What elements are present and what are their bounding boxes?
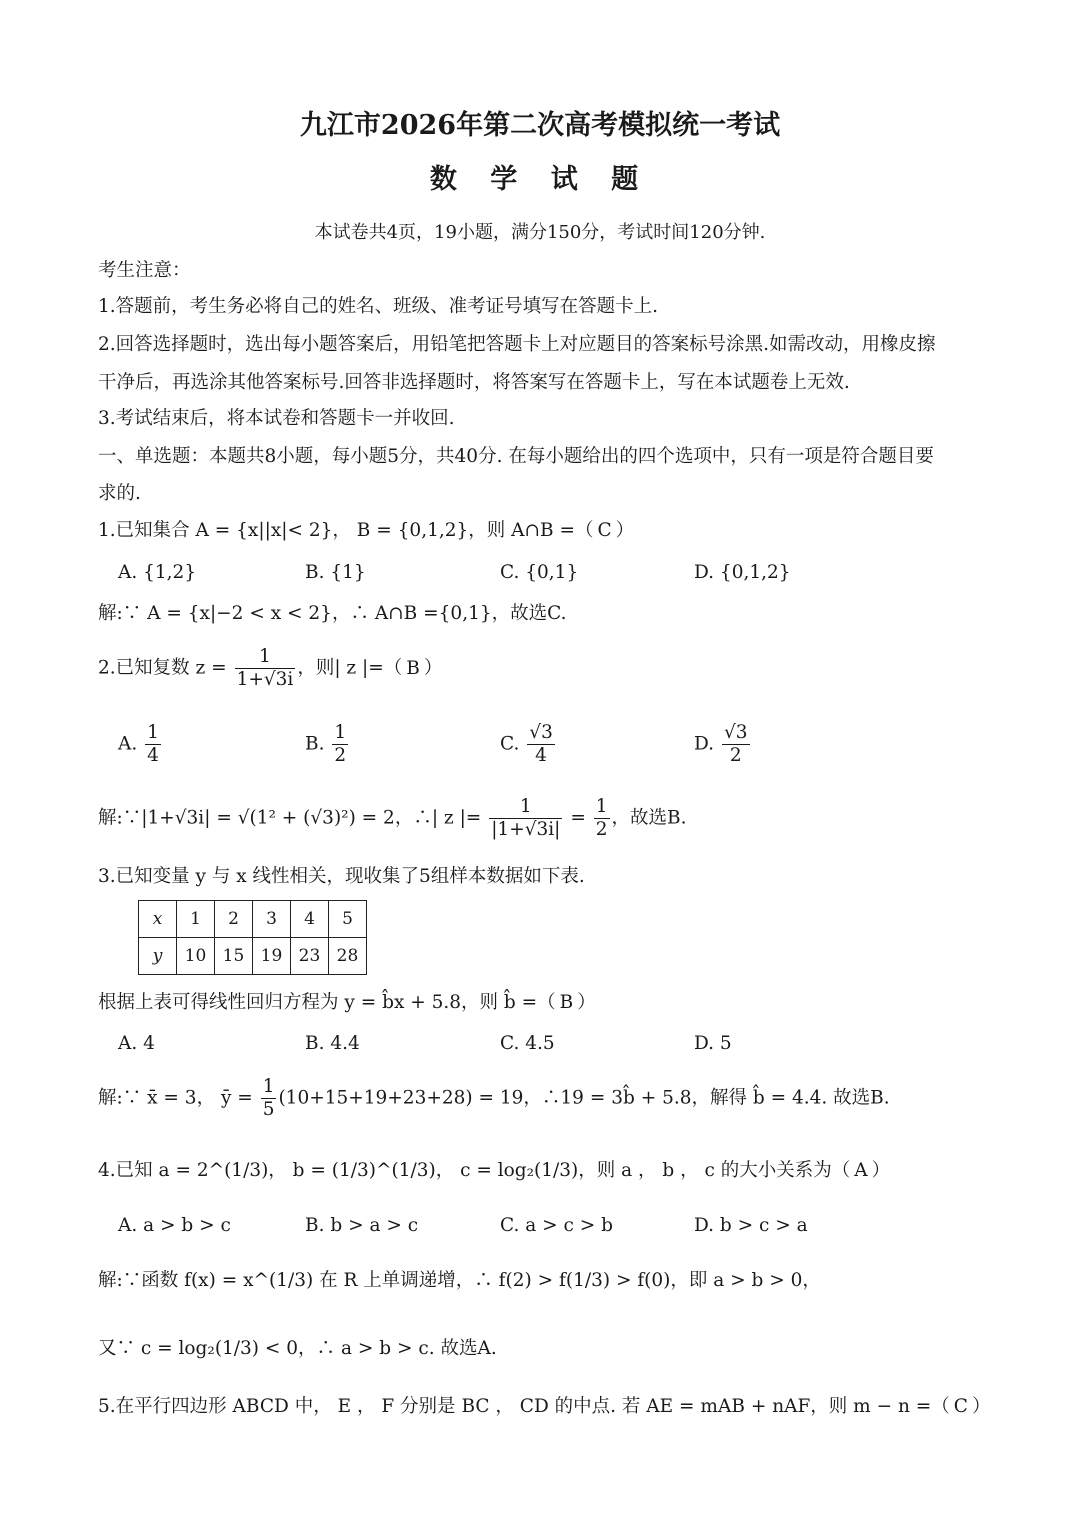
question-2-solution-den-2: 2 [595,819,608,840]
table-header-y: y [139,938,177,975]
question-1-option-b: B. {1} [305,562,366,583]
table-cell: 19 [253,938,291,975]
question-3-regression-stem [98,990,596,1016]
question-3-option-b: B. 4.4 [305,1033,360,1054]
question-2-solution-fraction-1 [489,796,562,841]
table-cell: 3 [253,901,291,938]
question-2-fraction [235,646,296,691]
question-4-stem [98,1158,890,1184]
question-3-solution-fraction [261,1076,277,1121]
question-2-option-c [500,722,557,767]
question-2-answer: B [406,657,420,679]
exam-intro: 本试卷共4页，19小题，满分150分，考试时间120分钟. [314,222,766,243]
question-3-regression-text: 根据上表可得线性回归方程为 y = b̂x + 5.8，则 b̂ =（ [98,992,556,1013]
note-item-2-line-1: 2.回答选择题时，选出每小题答案后，用铅笔把答题卡上对应题目的答案标号涂黑.如需改动，用橡皮擦 [98,334,936,355]
question-2-solution [98,796,686,841]
question-4-option-b: B. b > a > c [305,1215,419,1236]
table-cell: 23 [291,938,329,975]
question-2-fraction-numerator: 1 [235,646,296,669]
note-item-2-line-2: 干净后，再选涂其他答案标号.回答非选择题时，将答案写在答题卡上，写在本试题卷上无效. [98,372,850,393]
table-cell: 5 [329,901,367,938]
question-2-option-b [305,722,350,767]
question-2-option-d [694,722,752,767]
question-1-close: ） [615,520,635,541]
question-2-solution-num-1: 1 [489,796,562,819]
table-cell: 10 [177,938,215,975]
question-1-answer: C [597,520,612,541]
question-2-solution-num-2: 1 [595,796,608,817]
question-2-option-a-num: 1 [147,722,159,743]
table-cell: 28 [329,938,367,975]
notes-heading: 考生注意： [98,260,191,281]
question-3-solution [98,1076,890,1121]
question-3-data-table [138,900,367,975]
question-2-option-d-den: 2 [729,745,742,766]
question-2-solution-den-1: |1+√3i| [491,819,561,840]
question-1-option-a: A. {1,2} [118,562,197,583]
question-4-solution-line-2: 又∵ c = log₂(1/3) < 0，∴ a > b > c. 故选A. [98,1338,497,1359]
note-item-1: 1.答题前，考生务必将自己的姓名、班级、准考证号填写在答题卡上. [98,296,659,317]
question-4-option-c: C. a > c > b [500,1215,614,1236]
subject-title: 数 学 试 题 [429,164,651,195]
question-2-option-b-fraction [332,722,348,767]
question-3-solution-post: (10+15+19+23+28) = 19，∴19 = 3b̂ + 5.8，解得 b̂ = 4.4. 故选B. [278,1087,890,1109]
question-2-option-b-num: 1 [334,722,347,743]
note-item-3: 3.考试结束后，将本试卷和答题卡一并收回. [98,408,455,429]
question-2-option-a-fraction [145,722,161,767]
question-2-solution-post: ，故选B. [611,807,687,829]
table-row-x [139,901,367,938]
question-2-text-post: ，则| z |=（ [297,657,403,679]
table-cell: 15 [215,938,253,975]
table-cell: 4 [291,901,329,938]
question-2-solution-equals: = [570,807,586,829]
question-3-close: ） [577,992,596,1013]
question-3-option-d: D. 5 [694,1033,732,1054]
question-2-option-c-label: C. [500,733,520,755]
question-2-option-d-fraction [722,722,750,767]
question-2-option-b-label: B. [305,733,325,755]
question-2-option-a-den: 4 [147,745,159,766]
question-4-solution-line-1: 解:∵函数 f(x) = x^(1/3) 在 R 上单调递增，∴ f(2) > f(1/3) > f(0)，即 a > b > 0， [98,1270,821,1291]
question-1-text: 1.已知集合 A = {x||x|< 2}， B = {0,1,2}，则 A∩B =（ [98,520,594,541]
question-1-solution: 解:∵ A = {x|−2 < x < 2}，∴ A∩B ={0,1}，故选C. [98,603,567,624]
section1-heading-line-1: 一、单选题：本题共8小题，每小题5分，共40分. 在每小题给出的四个选项中，只有一项是符合题目要 [98,446,934,467]
question-3-option-c: C. 4.5 [500,1033,555,1054]
question-3-answer: B [559,992,574,1013]
question-2-option-c-den: 4 [535,745,547,766]
table-cell: 1 [177,901,215,938]
question-1-option-d: D. {0,1,2} [694,562,791,583]
question-4-close: ） [871,1160,891,1181]
question-2-solution-pre: 解:∵|1+√3i| = √(1² + (√3)²) = 2，∴| z |= [98,807,482,829]
question-3-solution-pre: 解:∵ x̄ = 3， ȳ = [98,1087,253,1109]
table-header-x: x [139,901,177,938]
question-4-answer: A [854,1160,868,1181]
table-row-y [139,938,367,975]
table-cell: 2 [215,901,253,938]
question-2-option-b-den: 2 [334,745,347,766]
question-5-text: 5.在平行四边形 ABCD 中， E ， F 分别是 BC ， CD 的中点. 若 AE = mAB + nAF，则 m − n =（ [98,1396,950,1417]
section1-heading-line-2: 求的. [98,483,141,504]
question-2-option-c-fraction [527,722,555,767]
question-2-option-a [118,722,163,767]
question-4-option-a: A. a > b > c [118,1215,231,1236]
question-3-option-a: A. 4 [118,1033,155,1054]
question-2-option-d-num: √3 [723,722,748,743]
question-5-close: ） [971,1396,991,1417]
question-5-stem [98,1394,990,1420]
question-2-text-pre: 2.已知复数 z = [98,657,227,679]
question-3-solution-num: 1 [262,1076,275,1097]
question-2-option-d-label: D. [694,733,715,755]
question-2-solution-fraction-2 [594,796,610,841]
question-1-stem [98,518,634,544]
question-5-answer: C [953,1396,968,1417]
question-2-option-c-num: √3 [529,722,553,743]
exam-title: 九江市2026年第二次高考模拟统一考试 [299,110,781,141]
question-3-solution-den: 5 [262,1099,275,1120]
question-2-stem [98,646,442,691]
question-1-option-c: C. {0,1} [500,562,579,583]
question-4-text: 4.已知 a = 2^(1/3)， b = (1/3)^(1/3)， c = log₂(1/3)，则 a ， b ， c 的大小关系为（ [98,1160,851,1181]
question-2-fraction-denominator: 1+√3i [236,669,294,690]
question-2-option-a-label: A. [118,733,138,755]
question-2-close: ） [423,657,443,679]
question-4-option-d: D. b > c > a [694,1215,808,1236]
question-3-stem: 3.已知变量 y 与 x 线性相关，现收集了5组样本数据如下表. [98,866,585,887]
